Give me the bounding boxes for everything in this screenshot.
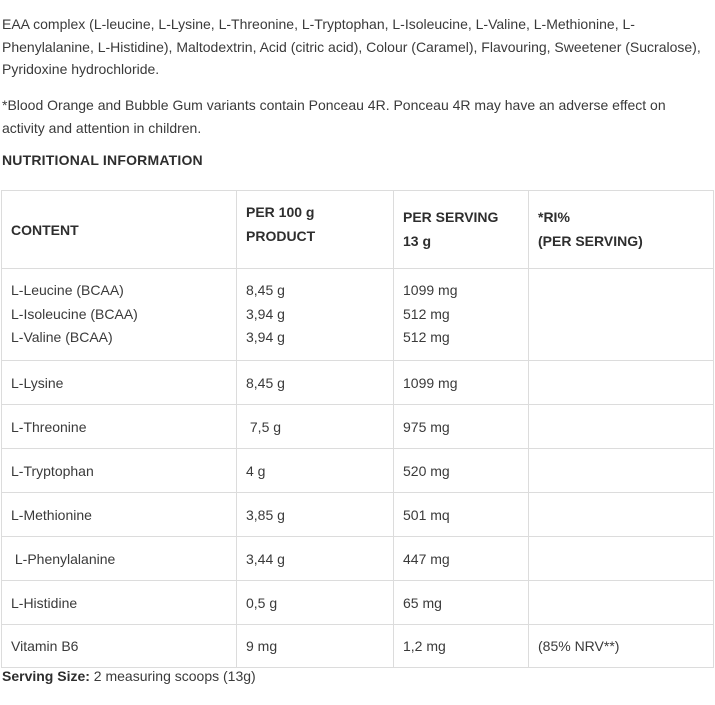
row-name: L-Threonine bbox=[2, 405, 237, 449]
row-serving: 975 mg bbox=[394, 405, 529, 449]
table-row bbox=[2, 405, 714, 449]
header-per-serving-line2: 13 g bbox=[403, 232, 432, 249]
table-row-bcaa bbox=[2, 269, 714, 361]
bcaa-names-cell bbox=[2, 269, 237, 361]
bcaa-serving-leucine: 1099 mg bbox=[403, 282, 458, 299]
header-per-100g bbox=[237, 191, 394, 269]
bcaa-per100-valine: 3,94 g bbox=[246, 329, 285, 346]
row-serving: 520 mg bbox=[394, 449, 529, 493]
row-per100: 0,5 g bbox=[237, 581, 394, 625]
bcaa-ri-cell bbox=[529, 269, 714, 361]
table-header-row bbox=[2, 191, 714, 269]
table-row bbox=[2, 581, 714, 625]
table-row bbox=[2, 493, 714, 537]
header-ri-line1: *RI% bbox=[538, 209, 570, 225]
row-serving: 1099 mg bbox=[394, 361, 529, 405]
row-serving: 447 mg bbox=[394, 537, 529, 581]
colourant-warning-paragraph: *Blood Orange and Bubble Gum variants contain Ponceau 4R. Ponceau 4R may have an adverse effect on activity and attention in children. bbox=[2, 97, 666, 136]
row-per100: 3,85 g bbox=[237, 493, 394, 537]
row-per100: 3,44 g bbox=[237, 537, 394, 581]
bcaa-per100-isoleucine: 3,94 g bbox=[246, 305, 285, 322]
row-name: L-Methionine bbox=[2, 493, 237, 537]
row-per100: 9 mg bbox=[237, 625, 394, 668]
row-ri bbox=[529, 449, 714, 493]
row-ri bbox=[529, 537, 714, 581]
row-ri bbox=[529, 361, 714, 405]
table-row bbox=[2, 449, 714, 493]
row-ri bbox=[529, 581, 714, 625]
row-per100: 4 g bbox=[237, 449, 394, 493]
bcaa-per100-leucine: 8,45 g bbox=[246, 282, 285, 299]
row-per100: 7,5 g bbox=[237, 405, 394, 449]
serving-size-line bbox=[2, 668, 256, 684]
header-per-100g-line1: PER 100 g bbox=[246, 204, 315, 220]
row-per100: 8,45 g bbox=[237, 361, 394, 405]
row-ri bbox=[529, 405, 714, 449]
nutritional-information-heading: NUTRITIONAL INFORMATION bbox=[2, 152, 203, 168]
header-ri bbox=[529, 191, 714, 269]
bcaa-name-leucine: L-Leucine (BCAA) bbox=[11, 282, 124, 299]
bcaa-serving-valine: 512 mg bbox=[403, 329, 450, 346]
header-per-serving-line1: PER SERVING bbox=[403, 209, 499, 225]
row-name: Vitamin B6 bbox=[2, 625, 237, 668]
bcaa-per100-cell bbox=[237, 269, 394, 361]
row-ri: (85% NRV**) bbox=[529, 625, 714, 668]
bcaa-serving-isoleucine: 512 mg bbox=[403, 305, 450, 322]
table-row bbox=[2, 537, 714, 581]
row-serving: 1,2 mg bbox=[394, 625, 529, 668]
header-content bbox=[2, 191, 237, 269]
row-ri bbox=[529, 493, 714, 537]
ingredients-paragraph: EAA complex (L-leucine, L-Lysine, L-Threonine, L-Tryptophan, L-Isoleucine, L-Valine, L-Methionine, L-Phenylalanine, L-Histidine), Maltodextrin, Acid (citric acid), Colour (Caramel), Flavouring, Sweetener (Sucralose), Pyridoxine hydrochloride. bbox=[2, 16, 701, 77]
row-serving: 65 mg bbox=[394, 581, 529, 625]
header-ri-line2: (PER SERVING) bbox=[538, 232, 643, 249]
header-per-100g-line2: PRODUCT bbox=[246, 227, 316, 244]
row-name: L-Phenylalanine bbox=[2, 537, 237, 581]
bcaa-name-isoleucine: L-Isoleucine (BCAA) bbox=[11, 305, 138, 322]
table-row bbox=[2, 625, 714, 668]
nutrition-table bbox=[1, 190, 714, 668]
row-name: L-Tryptophan bbox=[2, 449, 237, 493]
serving-size-label: Serving Size: bbox=[2, 668, 90, 684]
row-name: L-Lysine bbox=[2, 361, 237, 405]
serving-size-value: 2 measuring scoops (13g) bbox=[89, 668, 256, 684]
bcaa-serving-cell bbox=[394, 269, 529, 361]
row-name: L-Histidine bbox=[2, 581, 237, 625]
row-serving: 501 mq bbox=[394, 493, 529, 537]
header-content-label: CONTENT bbox=[11, 221, 79, 238]
table-row bbox=[2, 361, 714, 405]
bcaa-name-valine: L-Valine (BCAA) bbox=[11, 329, 113, 346]
header-per-serving bbox=[394, 191, 529, 269]
